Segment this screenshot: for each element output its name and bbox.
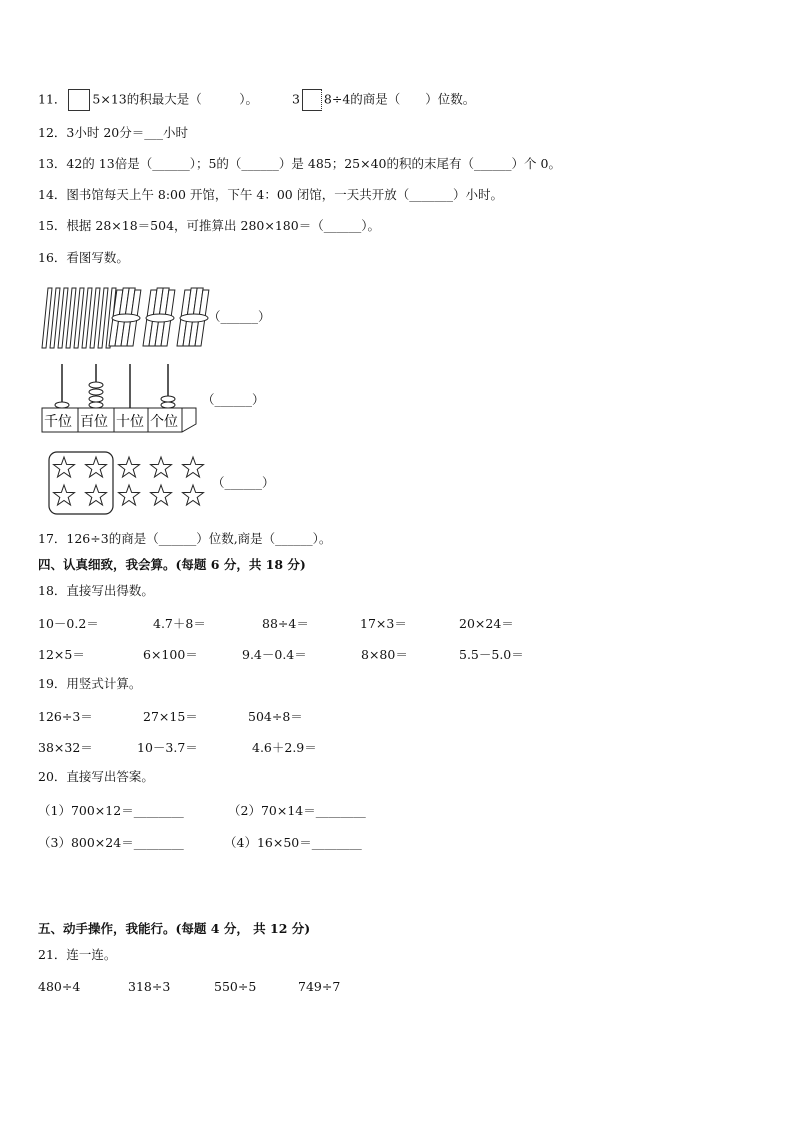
abacus-label-tens: 十位 <box>116 414 144 430</box>
answer-box[interactable] <box>68 89 90 111</box>
abacus-label-thousands: 千位 <box>44 414 72 430</box>
question-16-title: 16．看图写数。 <box>38 250 129 265</box>
question-11 <box>38 89 475 111</box>
abacus-picture <box>38 362 200 434</box>
question-13: 13．42的 13倍是（______）；5的（______）是 485；25×40的积的末尾有（______）个 0。 <box>38 156 561 171</box>
q19-item: 38×32＝ <box>38 740 93 755</box>
q21-item: 480÷4 <box>38 979 81 994</box>
q19-item: 27×15＝ <box>143 709 198 724</box>
q20-item: （1）700×12＝________ <box>38 803 184 818</box>
question-12: 12．3小时 20分＝___小时 <box>38 125 188 140</box>
q16-blank-3[interactable]: （______） <box>212 475 275 490</box>
question-15: 15．根据 28×18＝504，可推算出 280×180＝（______）。 <box>38 218 380 233</box>
star-icon <box>54 485 75 505</box>
question-20-title: 20．直接写出答案。 <box>38 769 154 784</box>
star-icon <box>86 457 107 477</box>
q18-item: 8×80＝ <box>361 647 408 662</box>
star-icon <box>183 457 204 477</box>
q18-item: 10－0.2＝ <box>38 616 99 631</box>
question-18-title: 18．直接写出得数。 <box>38 583 154 598</box>
q20-item: （2）70×14＝________ <box>228 803 366 818</box>
stars-picture <box>47 450 215 516</box>
sticks-bundles-picture <box>38 282 218 352</box>
star-icon <box>86 485 107 505</box>
star-icon <box>183 485 204 505</box>
q19-item: 4.6＋2.9＝ <box>252 740 317 755</box>
q21-item: 749÷7 <box>298 979 341 994</box>
answer-box[interactable] <box>302 89 322 111</box>
section-4-heading: 四、认真细致，我会算。(每题 6 分，共 18 分) <box>38 557 306 572</box>
question-19-title: 19．用竖式计算。 <box>38 676 142 691</box>
q16-blank-2[interactable]: （______） <box>202 392 265 407</box>
question-17: 17．126÷3的商是（______）位数,商是（______）。 <box>38 531 332 546</box>
q11-part2-prefix: 3 <box>291 91 300 107</box>
abacus-label-hundreds: 百位 <box>80 414 108 430</box>
q18-item: 4.7＋8＝ <box>153 616 206 631</box>
q18-item: 20×24＝ <box>459 616 514 631</box>
q11-part2-text: 8÷4的商是（ ）位数。 <box>323 91 476 107</box>
q19-item: 504÷8＝ <box>248 709 303 724</box>
q19-item: 126÷3＝ <box>38 709 93 724</box>
stick-bundle-2 <box>143 288 175 346</box>
q18-item: 5.5－5.0＝ <box>459 647 524 662</box>
star-icon <box>119 485 140 505</box>
question-21-title: 21．连一连。 <box>38 947 117 962</box>
q18-item: 88÷4＝ <box>262 616 309 631</box>
star-icon <box>151 485 172 505</box>
star-icon <box>119 457 140 477</box>
q18-item: 9.4－0.4＝ <box>242 647 307 662</box>
q21-item: 550÷5 <box>214 979 257 994</box>
question-14: 14．图书馆每天上午 8:00 开馆，下午 4：00 闭馆，一天共开放（_______）小时。 <box>38 187 503 202</box>
abacus-label-ones: 个位 <box>150 414 178 430</box>
q20-item: （4）16×50＝________ <box>224 835 362 850</box>
q11-number: 11． <box>38 91 67 107</box>
q18-item: 6×100＝ <box>143 647 198 662</box>
q21-item: 318÷3 <box>128 979 171 994</box>
q18-item: 12×5＝ <box>38 647 85 662</box>
q16-blank-1[interactable]: （______） <box>208 309 271 324</box>
star-icon <box>54 457 75 477</box>
stick-bundle-3 <box>177 288 209 346</box>
q18-item: 17×3＝ <box>360 616 407 631</box>
q19-item: 10－3.7＝ <box>137 740 198 755</box>
q11-part1-text: 5×13的积最大是（ ）。 <box>92 91 258 107</box>
q20-item: （3）800×24＝________ <box>38 835 184 850</box>
section-5-heading: 五、动手操作，我能行。(每题 4 分， 共 12 分) <box>38 921 311 936</box>
star-icon <box>151 457 172 477</box>
